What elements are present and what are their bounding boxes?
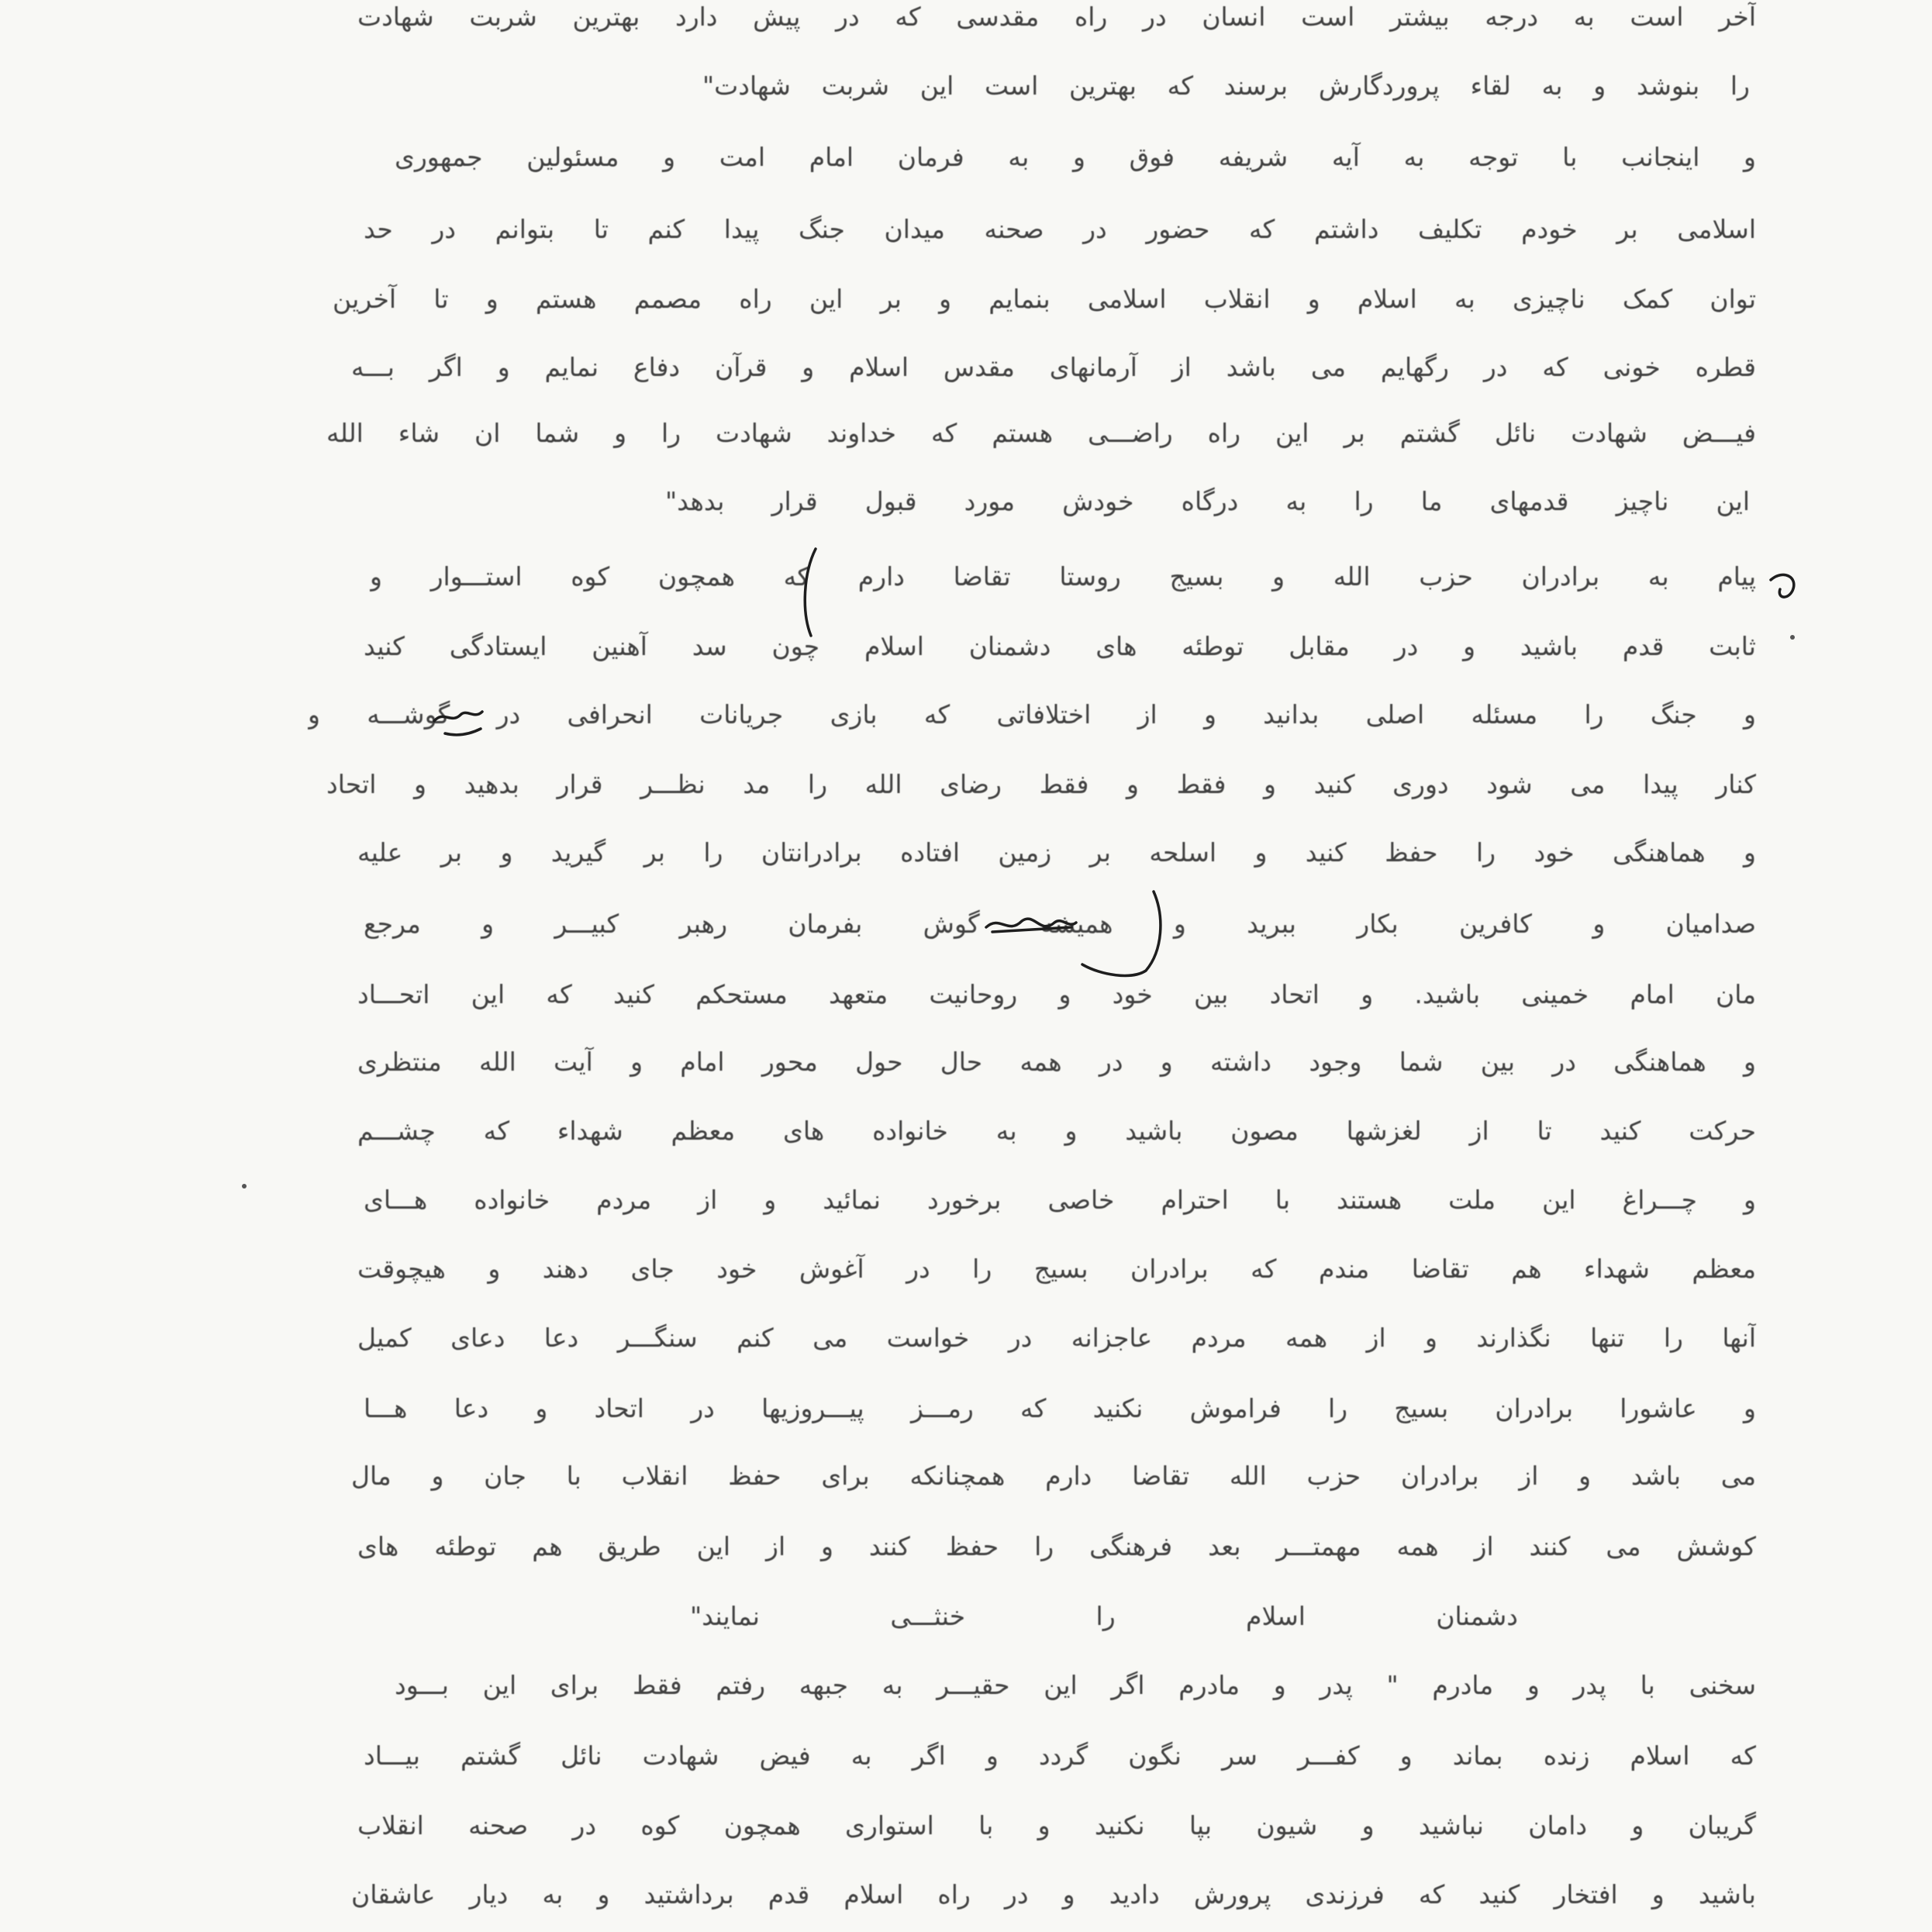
ink-dot-icon — [242, 1184, 247, 1189]
text-line: قطره خونی که در رگهایم می باشد از آرمانهای مقدس اسلام و قرآن دفاع نمایم و اگر بـــه — [351, 352, 1756, 382]
text-line: آخر است به درجه بیشتر است انسان در راه مقدسی که در پیش دارد بهترین شربت شهادت — [357, 2, 1756, 32]
text-line: و اینجانب با توجه به آیه شریفه فوق و به فرمان امام امت و مسئولین جمهوری — [395, 142, 1756, 172]
text-line: ثابت قدم باشید و در مقابل توطئه های دشمنان اسلام چون سد آهنین ایستادگی کنید — [364, 631, 1756, 661]
text-line: صدامیان و کافرین بکار ببرید و همیشه گوش بفرمان رهبر کبیـــر و مرجع — [364, 909, 1756, 939]
text-line: که اسلام زنده بماند و کفـــر سر نگون گردد و اگر به فیض شهادت نائل گشتم بیـــاد — [364, 1741, 1756, 1771]
text-line: معظم شهداء هم تقاضا مندم که برادران بسیج را در آغوش خود جای دهند و هیچوقت — [357, 1254, 1756, 1284]
text-line: سخنی با پدر و مادرم " پدر و مادرم اگر این حقیـــر به جبهه رفتم فقط برای این بـــود — [395, 1670, 1756, 1700]
text-line: و عاشورا برادران بسیج را فراموش نکنید که رمـــز پیـــروزیها در اتحاد و دعا هـــا — [364, 1393, 1756, 1423]
text-line: دشمنان اسلام را خنثـــی نمایند" — [690, 1601, 1518, 1631]
ink-dot-icon — [1790, 635, 1795, 640]
text-line: مان امام خمینی باشید. و اتحاد بین خود و روحانیت متعهد مستحکم کنید که این اتحـــاد — [357, 979, 1756, 1009]
text-line: توان کمک ناچیزی به اسلام و انقلاب اسلامی بنمایم و بر این راه مصمم هستم و تا آخرین — [333, 284, 1756, 314]
text-line: فیـــض شهادت نائل گشتم بر این راه راضـــی هستم که خداوند شهادت را و شما ان شاء الله — [326, 418, 1756, 448]
text-line: کنار پیدا می شود دوری کنید و فقط و فقط رضای الله را مد نظـــر قرار بدهید و اتحاد — [326, 769, 1756, 799]
text-line: و هماهنگی در بین شما وجود داشته و در همه حال حول محور امام و آیت الله منتظری — [357, 1047, 1756, 1077]
text-line: و هماهنگی خود را حفظ کنید و اسلحه بر زمین افتاده برادرانتان را بر گیرید و بر علیه — [357, 837, 1756, 868]
text-line: و چـــراغ این ملت هستند با احترام خاصی برخورد نمائید و از مردم خانواده هـــای — [364, 1185, 1756, 1215]
handwritten-hook-icon — [1771, 574, 1794, 597]
text-line: این ناچیز قدمهای ما را به درگاه خودش مورد قبول قرار بدهد" — [665, 486, 1750, 516]
text-line: آنها را تنها نگذارند و از همه مردم عاجزانه در خواست می کنم سنگـــر دعا دعای کمیل — [357, 1323, 1756, 1353]
text-line: را بنوشد و به لقاء پروردگارش برسند که بهترین است این شربت شهادت" — [702, 71, 1750, 101]
text-line: گریبان و دامان نباشید و شیون بپا نکنید و با استواری همچون کوه در صحنه انقلاب — [357, 1810, 1756, 1841]
text-line: حرکت کنید تا از لغزشها مصون باشید و به خانواده های معظم شهداء که چشـــم — [357, 1116, 1756, 1146]
text-line: پیام به برادران حزب الله و بسیج روستا تقاضا دارم که همچون کوه استـــوار و — [370, 561, 1756, 592]
text-line: کوشش می کنند از همه مهمتـــر بعد فرهنگی را حفظ کنند و از این طریق هم توطئه های — [357, 1531, 1756, 1561]
text-line: می باشد و از برادران حزب الله تقاضا دارم همچنانکه برای حفظ انقلاب با جان و مال — [351, 1461, 1756, 1491]
text-line: اسلامی بر خودم تکلیف داشتم که حضور در صحنه میدان جنگ پیدا کنم تا بتوانم در حد — [364, 214, 1756, 244]
text-line: باشید و افتخار کنید که فرزندی پرورش دادید و در راه اسلام قدم برداشتید و به دیار عاشقان — [351, 1879, 1756, 1910]
text-line: و جنگ را مسئله اصلی بدانید و از اختلافاتی که بازی جریانات انحرافی در گوشـــه و — [308, 699, 1756, 730]
